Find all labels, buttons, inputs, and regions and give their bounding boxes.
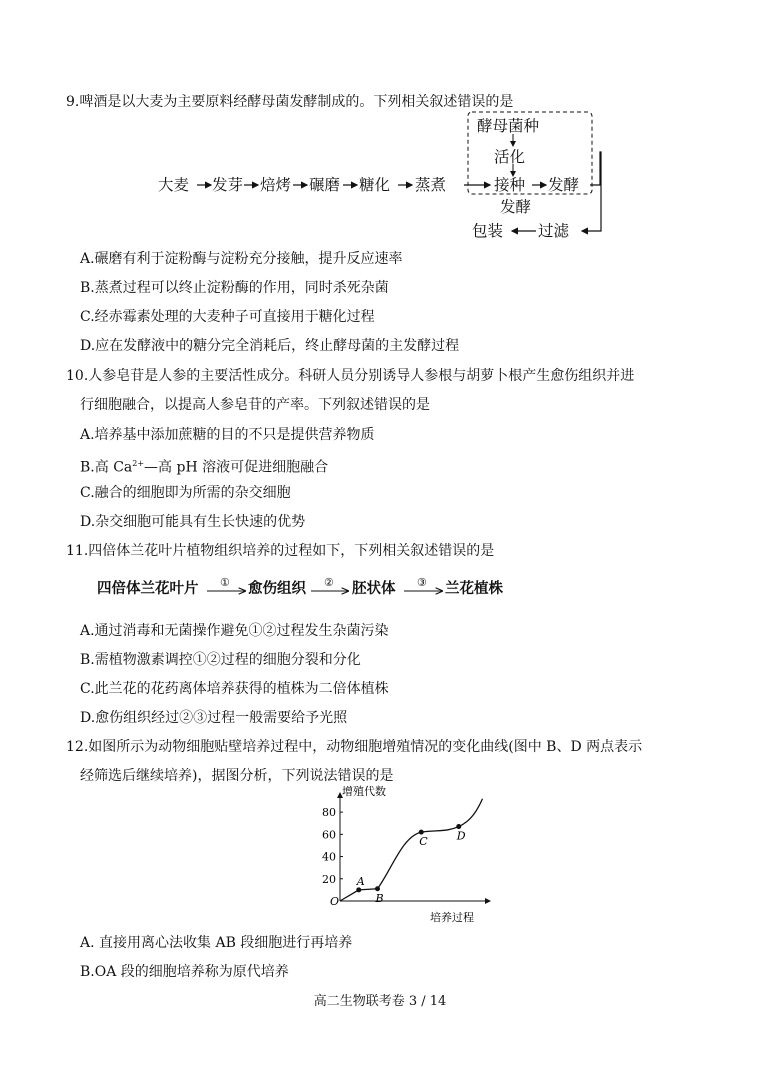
q10-option-c: C.融合的细胞即为所需的杂交细胞 (80, 485, 291, 501)
step-filter: 过滤 (538, 222, 570, 240)
step-package: 包装 (472, 222, 504, 240)
q11-callus: 愈伤组织 (248, 580, 306, 597)
step-inoculate: 接种 (494, 176, 526, 194)
q11-option-a: A.通过消毒和无菌操作避免①②过程发生杂菌污染 (80, 623, 389, 639)
q10-option-b-sup: 2+ (132, 459, 145, 468)
q9-flow-lines (0, 0, 760, 260)
y-tick-label: 80 (322, 806, 336, 820)
q10-stem-line2: 行细胞融合，以提高人参皂苷的产率。下列叙述错误的是 (80, 397, 430, 413)
y-tick-label: 20 (322, 872, 336, 886)
point-label-b: B (375, 891, 384, 905)
point-a (356, 887, 361, 892)
q10-option-b (80, 454, 328, 478)
x-axis-label: 培养过程 (430, 911, 474, 924)
q12-growth-chart (310, 785, 510, 925)
y-axis-label: 增殖代数 (342, 785, 386, 798)
step-saccharify: 糖化 (359, 176, 391, 194)
q10-option-b-pre: B.高 Ca (80, 459, 133, 476)
q10-option-d: D.杂交细胞可能具有生长快速的优势 (80, 514, 306, 530)
q11-tetraploid-leaf: 四倍体兰花叶片 (97, 580, 199, 597)
q12-option-b: B.OA 段的细胞培养称为原代培养 (80, 964, 289, 980)
q9-option-d: D.应在发酵液中的糖分完全消耗后，终止酵母菌的主发酵过程 (80, 338, 460, 354)
step-barley: 大麦 (158, 176, 190, 194)
y-tick-label: 40 (322, 850, 336, 864)
q11-stem: 11.四倍体兰花叶片植物组织培养的过程如下，下列相关叙述错误的是 (66, 543, 495, 559)
q11-option-d: D.愈伤组织经过②③过程一般需要给予光照 (80, 710, 348, 726)
point-label-c: C (419, 835, 428, 849)
step-boil: 蒸煮 (415, 176, 447, 194)
step-germinate: 发芽 (212, 176, 244, 194)
q11-option-c: C.此兰花的花药离体培养获得的植株为二倍体植株 (80, 681, 389, 697)
q9-option-b: B.蒸煮过程可以终止淀粉酶的作用，同时杀死杂菌 (80, 280, 389, 296)
point-b (375, 886, 380, 891)
q9-option-a: A.碾磨有利于淀粉酶与淀粉充分接触，提升反应速率 (80, 251, 403, 267)
y-tick-label: 60 (322, 828, 336, 842)
step-grind: 碾磨 (309, 176, 341, 194)
q11-mark-2: ② (324, 576, 334, 589)
origin-label: O (330, 895, 340, 908)
fermentation-box-label: 发酵 (500, 198, 532, 216)
point-label-a: A (356, 874, 365, 888)
step-ferment: 发酵 (548, 176, 580, 194)
yeast-strain: 酵母菌种 (477, 117, 540, 135)
q11-option-b: B.需植物激素调控①②过程的细胞分裂和分化 (80, 652, 361, 668)
q12-stem-line1: 12.如图所示为动物细胞贴壁培养过程中，动物细胞增殖情况的变化曲线(图中 B、D 两点表示 (66, 739, 643, 755)
q10-option-a: A.培养基中添加蔗糖的目的不只是提供营养物质 (80, 427, 375, 443)
activation: 活化 (494, 148, 526, 166)
point-c (419, 830, 424, 835)
point-label-d: D (456, 829, 466, 843)
page-footer: 高二生物联考卷 3 / 14 (313, 994, 447, 1009)
q11-orchid-plant: 兰花植株 (445, 580, 503, 597)
q12-stem-line2: 经筛选后继续培养)，据图分析，下列说法错误的是 (80, 768, 394, 784)
q11-mark-3: ③ (417, 576, 427, 589)
q9-stem: 9.啤酒是以大麦为主要原料经酵母菌发酵制成的。下列相关叙述错误的是 (66, 94, 514, 110)
q12-option-a: A. 直接用离心法收集 AB 段细胞进行再培养 (80, 935, 353, 951)
step-roast: 焙烤 (260, 176, 292, 194)
q11-mark-1: ① (220, 576, 230, 589)
q9-option-c: C.经赤霉素处理的大麦种子可直接用于糖化过程 (80, 309, 375, 325)
q10-option-b-post: —高 pH 溶液可促进细胞融合 (144, 459, 329, 476)
q10-stem-line1: 10.人参皂苷是人参的主要活性成分。科研人员分别诱导人参根与胡萝卜根产生愈伤组织并进 (66, 368, 635, 384)
point-d (456, 824, 461, 829)
q11-embryoid: 胚状体 (352, 580, 396, 597)
